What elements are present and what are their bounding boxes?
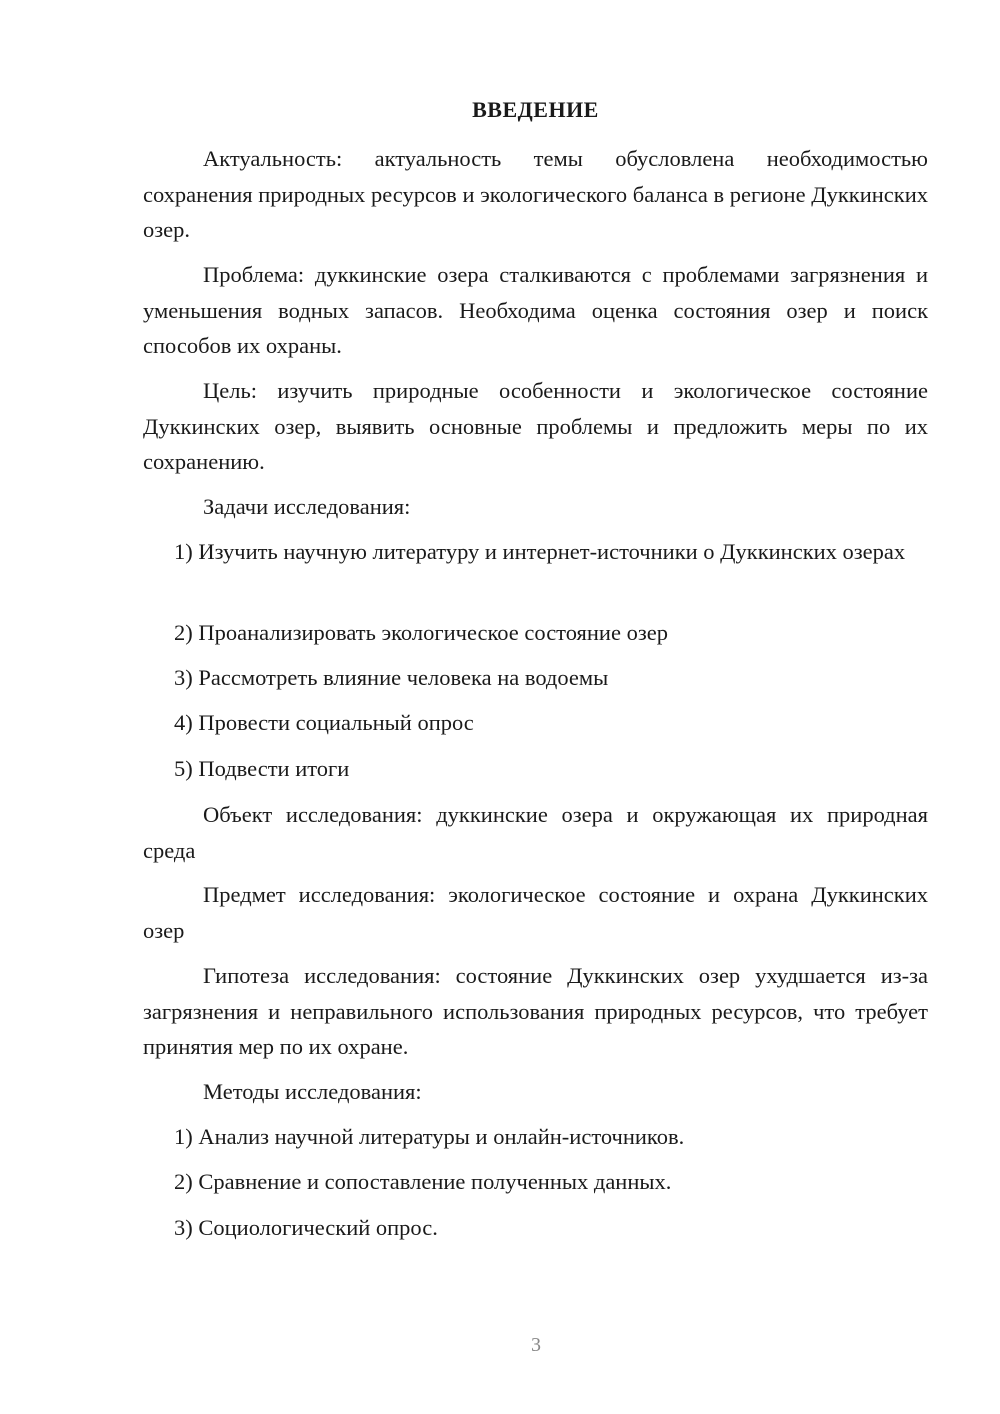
- tasks-heading: Задачи исследования:: [203, 494, 411, 519]
- paragraph-relevance: Актуальность: актуальность темы обусловлена необходимостью сохранения природных ресурсов и экологического баланса в регионе Дуккинских озер.: [143, 146, 928, 242]
- paragraph-goal: Цель: изучить природные особенности и экологическое состояние Дуккинских озер, выявить основные проблемы и предложить меры по их сохранению.: [143, 378, 928, 474]
- task-item-4: 4) Провести социальный опрос: [174, 710, 474, 735]
- task-item-5: 5) Подвести итоги: [174, 756, 350, 781]
- page-number: 3: [531, 1334, 541, 1356]
- paragraph-subject: Предмет исследования: экологическое состояние и охрана Дуккинских озер: [143, 882, 928, 943]
- page-title: ВВЕДЕНИЕ: [472, 97, 599, 122]
- paragraph-object: Объект исследования: дуккинские озера и окружающая их природная среда: [143, 802, 928, 863]
- task-item-3: 3) Рассмотреть влияние человека на водоемы: [174, 665, 609, 690]
- paragraph-problem: Проблема: дуккинские озера сталкиваются с проблемами загрязнения и уменьшения водных запасов. Необходима оценка состояния озер и поиск способов их охраны.: [143, 262, 928, 358]
- method-item-1: 1) Анализ научной литературы и онлайн-источников.: [174, 1124, 685, 1149]
- method-item-3: 3) Социологический опрос.: [174, 1215, 438, 1240]
- methods-heading: Методы исследования:: [203, 1079, 422, 1104]
- task-item-1: 1) Изучить научную литературу и интернет-источники о Дуккинских озерах: [174, 539, 906, 564]
- paragraph-hypothesis: Гипотеза исследования: состояние Дуккинских озер ухудшается из-за загрязнения и неправильного использования природных ресурсов, что требует принятия мер по их охране.: [143, 963, 928, 1059]
- task-item-2: 2) Проанализировать экологическое состояние озер: [174, 620, 668, 645]
- method-item-2: 2) Сравнение и сопоставление полученных данных.: [174, 1169, 672, 1194]
